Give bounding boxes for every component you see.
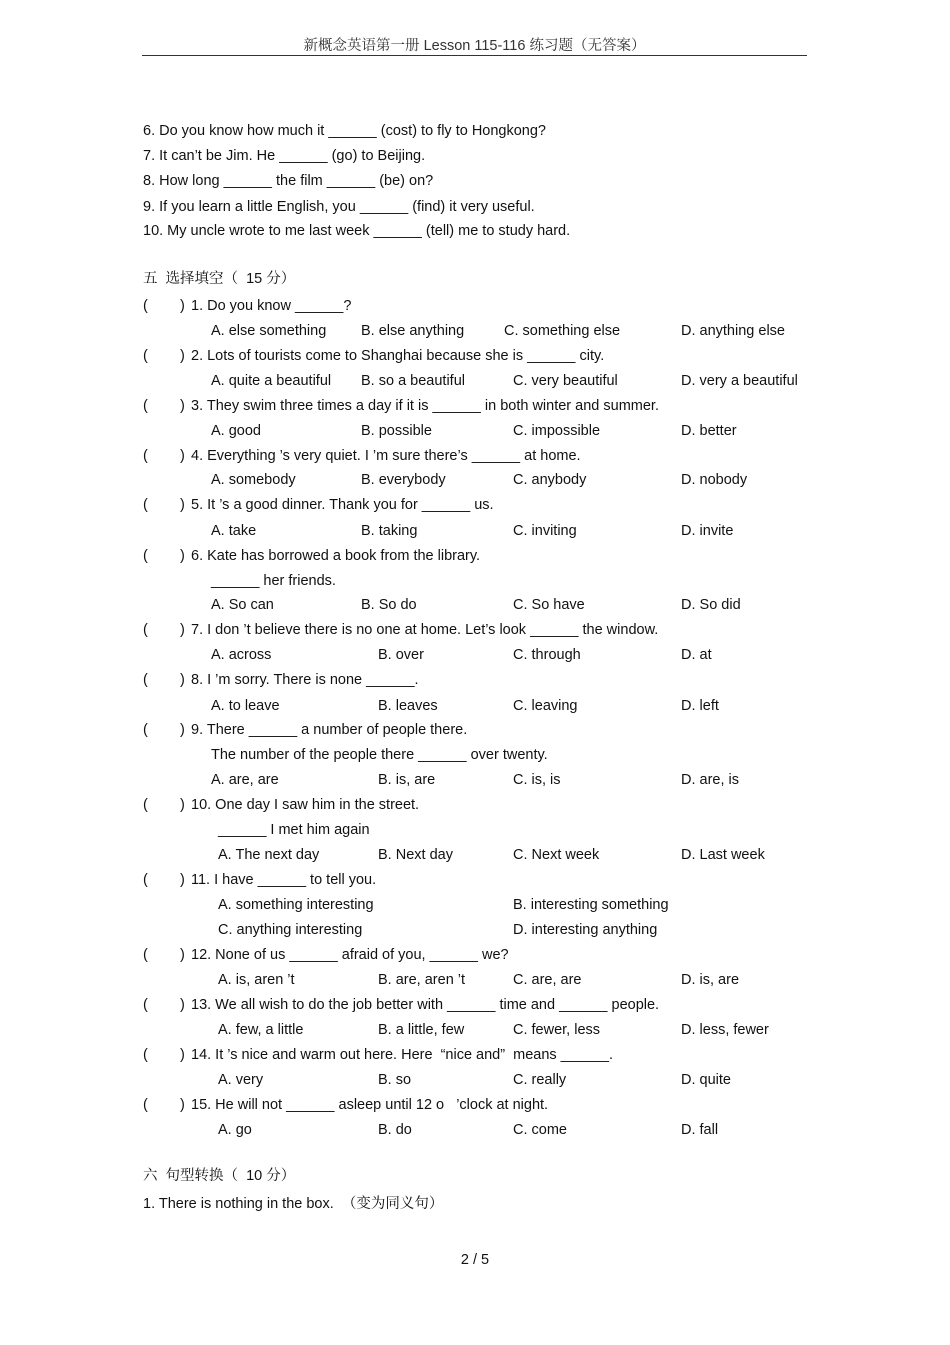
question-10-stem-2: ______ I met him again	[218, 822, 370, 838]
q12-option-d: D. is, are	[681, 972, 740, 988]
page-header: 新概念英语第一册 Lesson 115-116 练习题（无答案）	[303, 38, 646, 54]
q15-option-d: D. fall	[681, 1122, 719, 1138]
q3-option-a: A. good	[211, 423, 261, 439]
answer-paren: ( )	[143, 398, 185, 414]
answer-paren: ( )	[143, 997, 185, 1013]
q6-option-a: A. So can	[211, 597, 274, 613]
q3-option-c: C. impossible	[513, 423, 601, 439]
page-number: 2 / 5	[460, 1252, 490, 1268]
question-8-stem: 8. I ’m sorry. There is none ______.	[191, 672, 419, 688]
q7-option-a: A. across	[211, 647, 272, 663]
answer-paren: ( )	[143, 672, 185, 688]
q14-option-b: B. so	[378, 1072, 412, 1088]
q11-option-b: B. interesting something	[513, 897, 669, 913]
question-10-stem: 10. One day I saw him in the street.	[191, 797, 420, 813]
question-3-stem: 3. They swim three times a day if it is ______ in both winter and summer.	[191, 398, 659, 414]
header-divider	[142, 55, 807, 56]
q13-option-d: D. less, fewer	[681, 1022, 769, 1038]
q8-option-c: C. leaving	[513, 698, 578, 714]
question-9-stem-2: The number of the people there ______ over twenty.	[211, 747, 548, 763]
fill-item-6: 6. Do you know how much it ______ (cost) to fly to Hongkong?	[143, 123, 546, 139]
q12-option-c: C. are, are	[513, 972, 582, 988]
q4-option-c: C. anybody	[513, 472, 587, 488]
q1-option-c: C. something else	[504, 323, 621, 339]
question-12-stem: 12. None of us ______ afraid of you, ______ we?	[191, 947, 509, 963]
q15-option-a: A. go	[218, 1122, 252, 1138]
q13-option-b: B. a little, few	[378, 1022, 465, 1038]
answer-paren: ( )	[143, 947, 185, 963]
q10-option-a: A. The next day	[218, 847, 320, 863]
section-6-question-1: 1. There is nothing in the box. （变为同义句）	[143, 1196, 444, 1212]
section-6-title: 六 句型转换（ 10 分）	[143, 1168, 296, 1184]
q5-option-d: D. invite	[681, 523, 734, 539]
answer-paren: ( )	[143, 722, 185, 738]
question-2-stem: 2. Lots of tourists come to Shanghai because she is ______ city.	[191, 348, 605, 364]
section-5-title: 五 选择填空（ 15 分）	[143, 271, 296, 287]
answer-paren: ( )	[143, 622, 185, 638]
q5-option-a: A. take	[211, 523, 257, 539]
question-4-stem: 4. Everything ’s very quiet. I ’m sure there’s ______ at home.	[191, 448, 581, 464]
answer-paren: ( )	[143, 497, 185, 513]
q6-option-c: C. So have	[513, 597, 585, 613]
question-7-stem: 7. I don ’t believe there is no one at home. Let’s look ______ the window.	[191, 622, 659, 638]
q10-option-c: C. Next week	[513, 847, 600, 863]
question-11-stem: 11. I have ______ to tell you.	[191, 872, 377, 888]
q14-option-d: D. quite	[681, 1072, 731, 1088]
q6-option-d: D. So did	[681, 597, 741, 613]
q10-option-b: B. Next day	[378, 847, 453, 863]
fill-item-8: 8. How long ______ the film ______ (be) on?	[143, 173, 434, 189]
question-6-stem-2: ______ her friends.	[211, 573, 336, 589]
q13-option-c: C. fewer, less	[513, 1022, 601, 1038]
q5-option-b: B. taking	[361, 523, 418, 539]
q10-option-d: D. Last week	[681, 847, 765, 863]
q9-option-a: A. are, are	[211, 772, 279, 788]
q3-option-b: B. possible	[361, 423, 432, 439]
question-13-stem: 13. We all wish to do the job better with ______ time and ______ people.	[191, 997, 660, 1013]
answer-paren: ( )	[143, 298, 185, 314]
q11-option-c: C. anything interesting	[218, 922, 363, 938]
answer-paren: ( )	[143, 1097, 185, 1113]
q12-option-a: A. is, aren ’t	[218, 972, 295, 988]
q4-option-b: B. everybody	[361, 472, 446, 488]
q8-option-d: D. left	[681, 698, 719, 714]
q12-option-b: B. are, aren ’t	[378, 972, 466, 988]
q15-option-c: C. come	[513, 1122, 567, 1138]
q2-option-d: D. very a beautiful	[681, 373, 798, 389]
answer-paren: ( )	[143, 1047, 185, 1063]
q6-option-b: B. So do	[361, 597, 417, 613]
q9-option-b: B. is, are	[378, 772, 436, 788]
q2-option-a: A. quite a beautiful	[211, 373, 332, 389]
q11-option-a: A. something interesting	[218, 897, 374, 913]
answer-paren: ( )	[143, 872, 185, 888]
question-1-stem: 1. Do you know ______?	[191, 298, 352, 314]
q7-option-c: C. through	[513, 647, 581, 663]
q8-option-b: B. leaves	[378, 698, 438, 714]
q1-option-d: D. anything else	[681, 323, 785, 339]
q7-option-d: D. at	[681, 647, 712, 663]
answer-paren: ( )	[143, 797, 185, 813]
q8-option-a: A. to leave	[211, 698, 280, 714]
answer-paren: ( )	[143, 348, 185, 364]
q4-option-d: D. nobody	[681, 472, 748, 488]
fill-item-9: 9. If you learn a little English, you ______ (find) it very useful.	[143, 199, 535, 215]
q14-option-c: C. really	[513, 1072, 567, 1088]
q2-option-c: C. very beautiful	[513, 373, 618, 389]
q15-option-b: B. do	[378, 1122, 412, 1138]
q14-option-a: A. very	[218, 1072, 264, 1088]
answer-paren: ( )	[143, 548, 185, 564]
q1-option-a: A. else something	[211, 323, 327, 339]
answer-paren: ( )	[143, 448, 185, 464]
q5-option-c: C. inviting	[513, 523, 577, 539]
q11-option-d: D. interesting anything	[513, 922, 658, 938]
q13-option-a: A. few, a little	[218, 1022, 304, 1038]
fill-item-10: 10. My uncle wrote to me last week ______ (tell) me to study hard.	[143, 223, 571, 239]
question-5-stem: 5. It ’s a good dinner. Thank you for ______ us.	[191, 497, 494, 513]
q9-option-d: D. are, is	[681, 772, 740, 788]
q4-option-a: A. somebody	[211, 472, 296, 488]
q1-option-b: B. else anything	[361, 323, 465, 339]
question-14-stem: 14. It ’s nice and warm out here. Here “nice and” means ______.	[191, 1047, 614, 1063]
question-15-stem: 15. He will not ______ asleep until 12 o ’clock at night.	[191, 1097, 549, 1113]
q9-option-c: C. is, is	[513, 772, 561, 788]
q3-option-d: D. better	[681, 423, 737, 439]
q7-option-b: B. over	[378, 647, 424, 663]
q2-option-b: B. so a beautiful	[361, 373, 465, 389]
question-9-stem: 9. There ______ a number of people there.	[191, 722, 468, 738]
question-6-stem: 6. Kate has borrowed a book from the library.	[191, 548, 481, 564]
fill-item-7: 7. It can’t be Jim. He ______ (go) to Beijing.	[143, 148, 426, 164]
